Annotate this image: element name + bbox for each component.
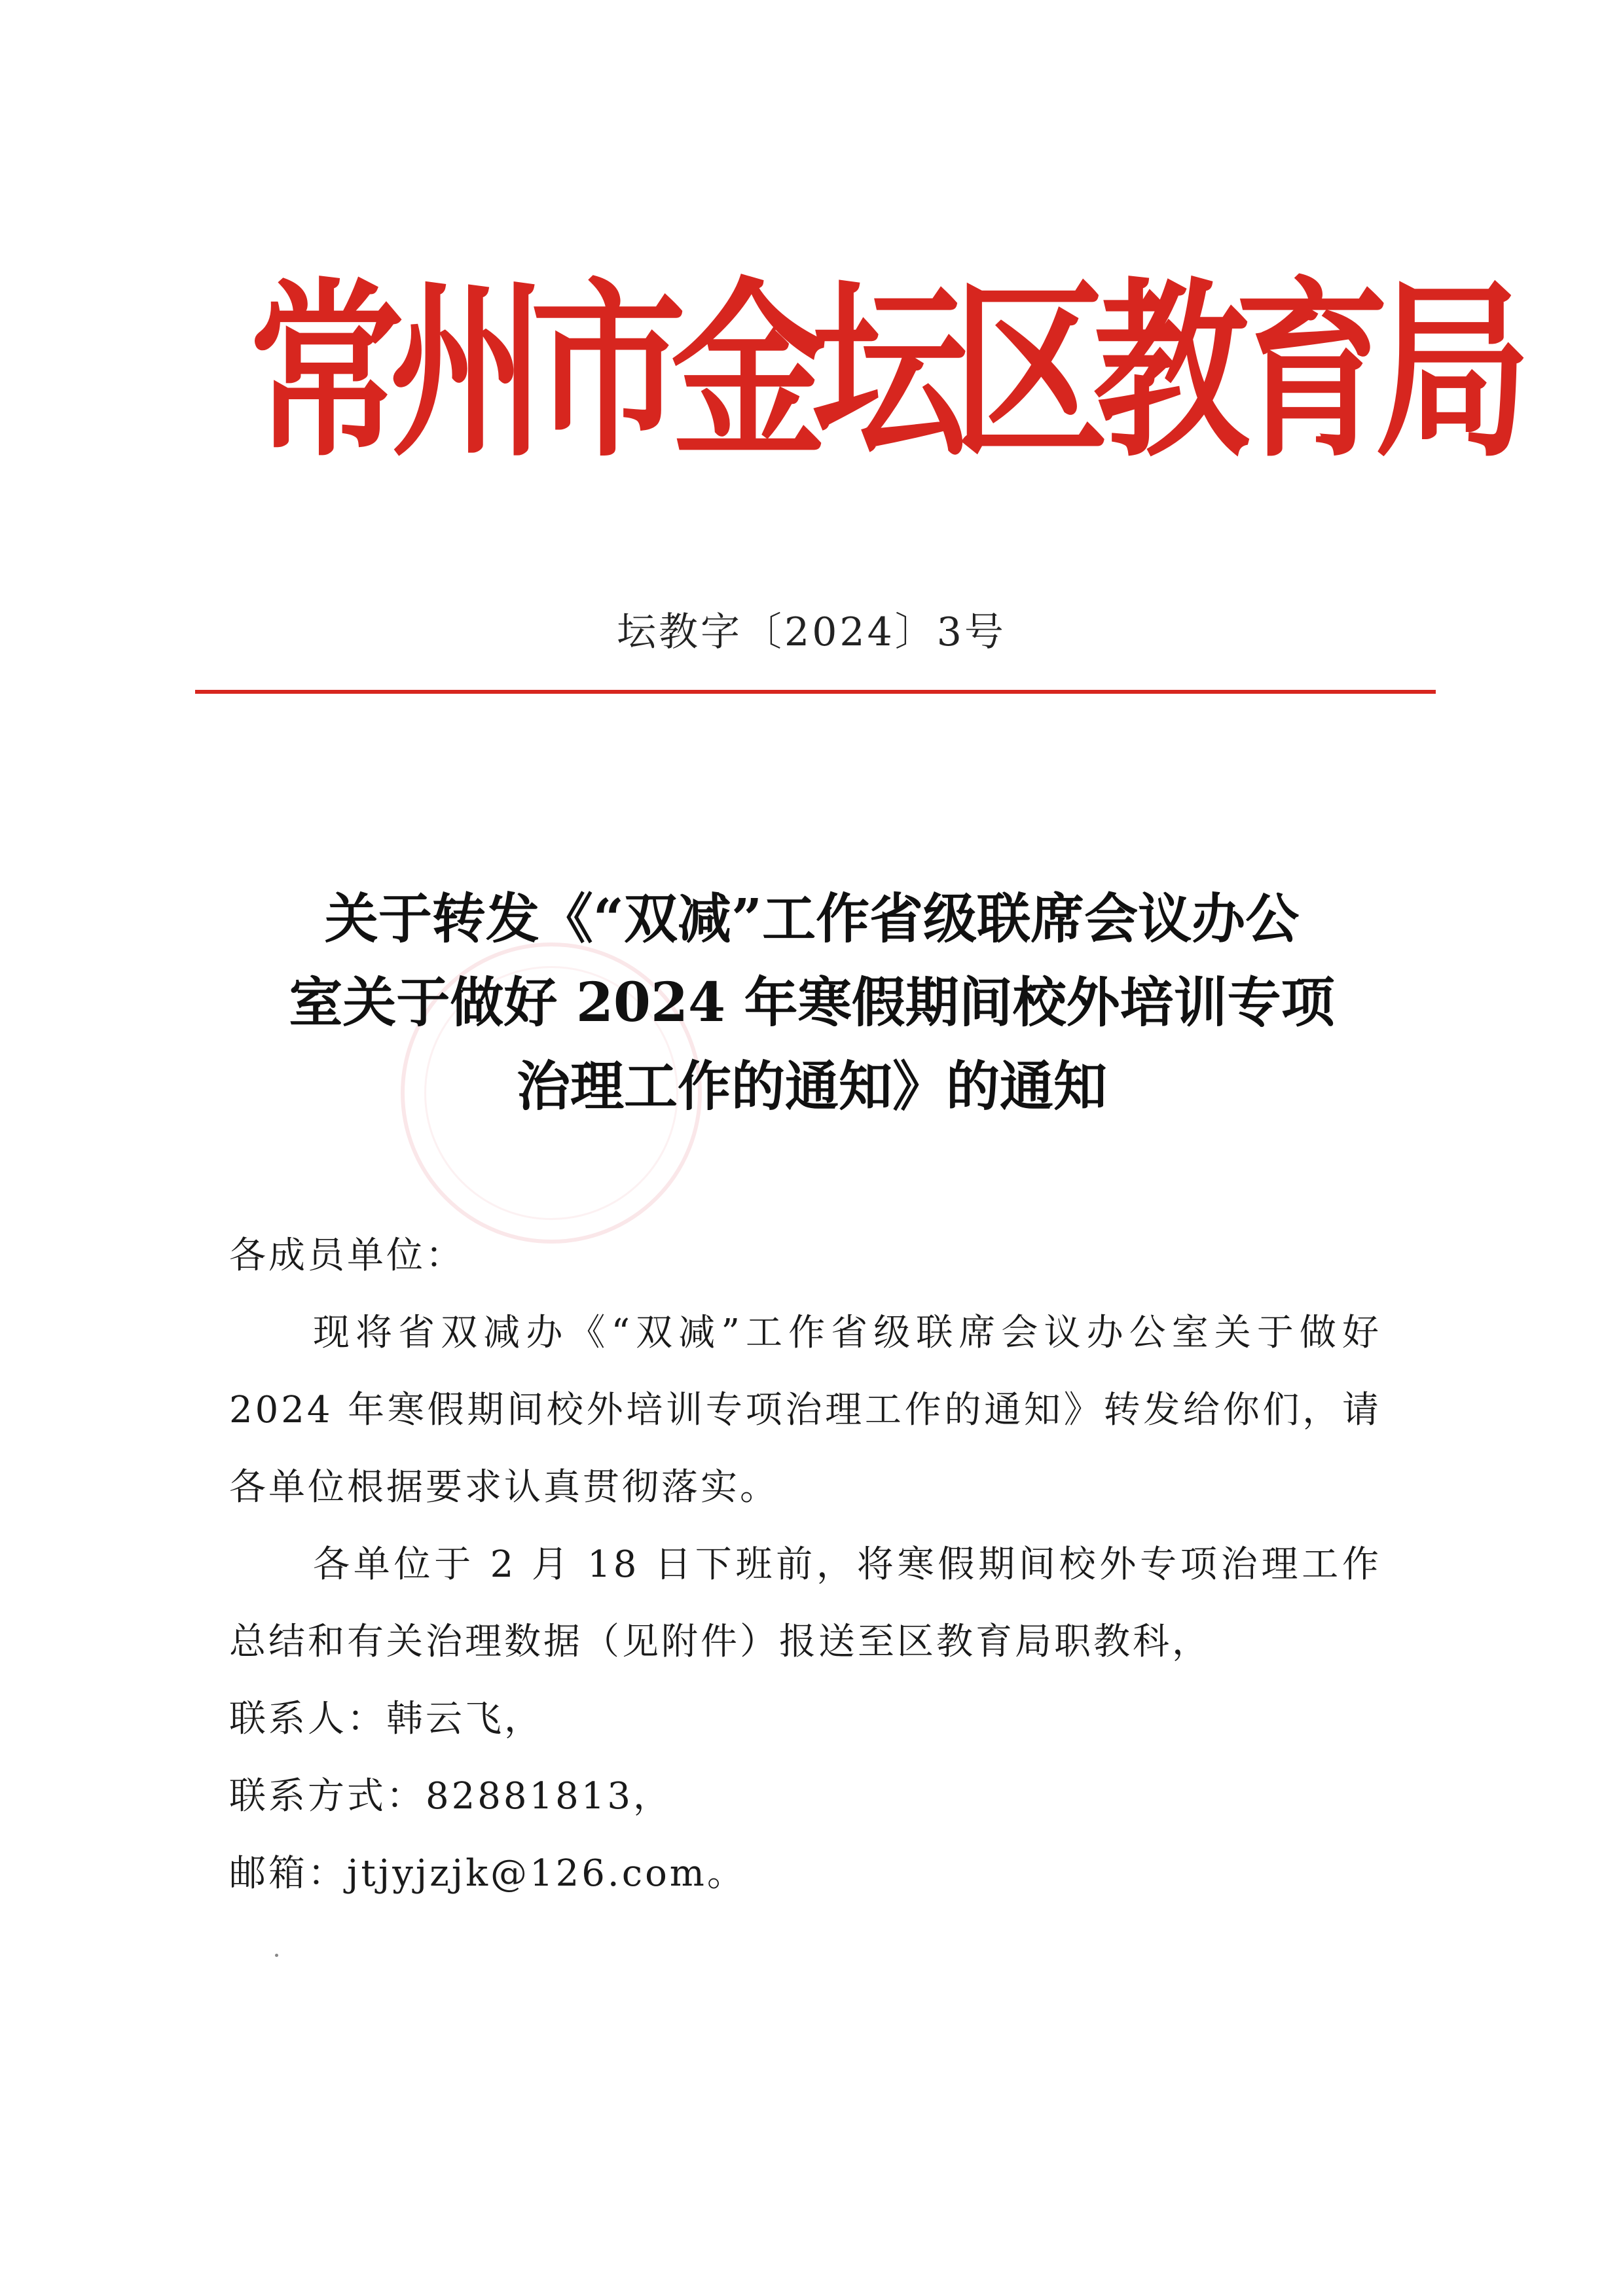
header-char: 坛 (812, 262, 968, 484)
document-number: 坛教字〔2024〕3号 (617, 609, 1006, 655)
header-char: 教 (1093, 262, 1249, 484)
body-paragraph-deadline: 各单位于 2 月 18 日下班前，将寒假期间校外专项治理工作总结和有关治理数据（见附件）报送至区教育局职教科， (229, 1543, 1381, 1663)
header-char: 常 (249, 262, 405, 484)
header-char: 育 (1234, 262, 1390, 484)
scan-speck (275, 1954, 278, 1957)
body-paragraph-forward: 现将省双减办《“双减”工作省级联席会议办公室关于做好 2024 年寒假期间校外培训专项治理工作的通知》转发给你们，请各单位根据要求认真贯彻落实。 (229, 1312, 1381, 1509)
header-char: 州 (390, 262, 545, 484)
header-char: 金 (671, 262, 827, 484)
header-char: 区 (953, 262, 1108, 484)
title-line: 治理工作的通知》的通知 (516, 1055, 1107, 1118)
contact-email: 邮箱：jtjyjzjk@126.com。 (229, 1852, 746, 1895)
contact-person: 联系人：韩云飞， (229, 1698, 543, 1740)
title-line: 室关于做好 2024 年寒假期间校外培训专项 (289, 971, 1335, 1034)
document-body (229, 1217, 1381, 1912)
salutation: 各成员单位： (229, 1234, 465, 1277)
document-title (223, 877, 1401, 1128)
red-divider-line (195, 690, 1436, 694)
contact-phone: 联系方式：82881813， (229, 1775, 673, 1818)
issuing-authority-header (249, 242, 1531, 505)
header-char: 局 (1375, 262, 1531, 484)
title-line: 关于转发《“双减”工作省级联席会议办公 (324, 888, 1300, 950)
header-char: 市 (530, 262, 686, 484)
